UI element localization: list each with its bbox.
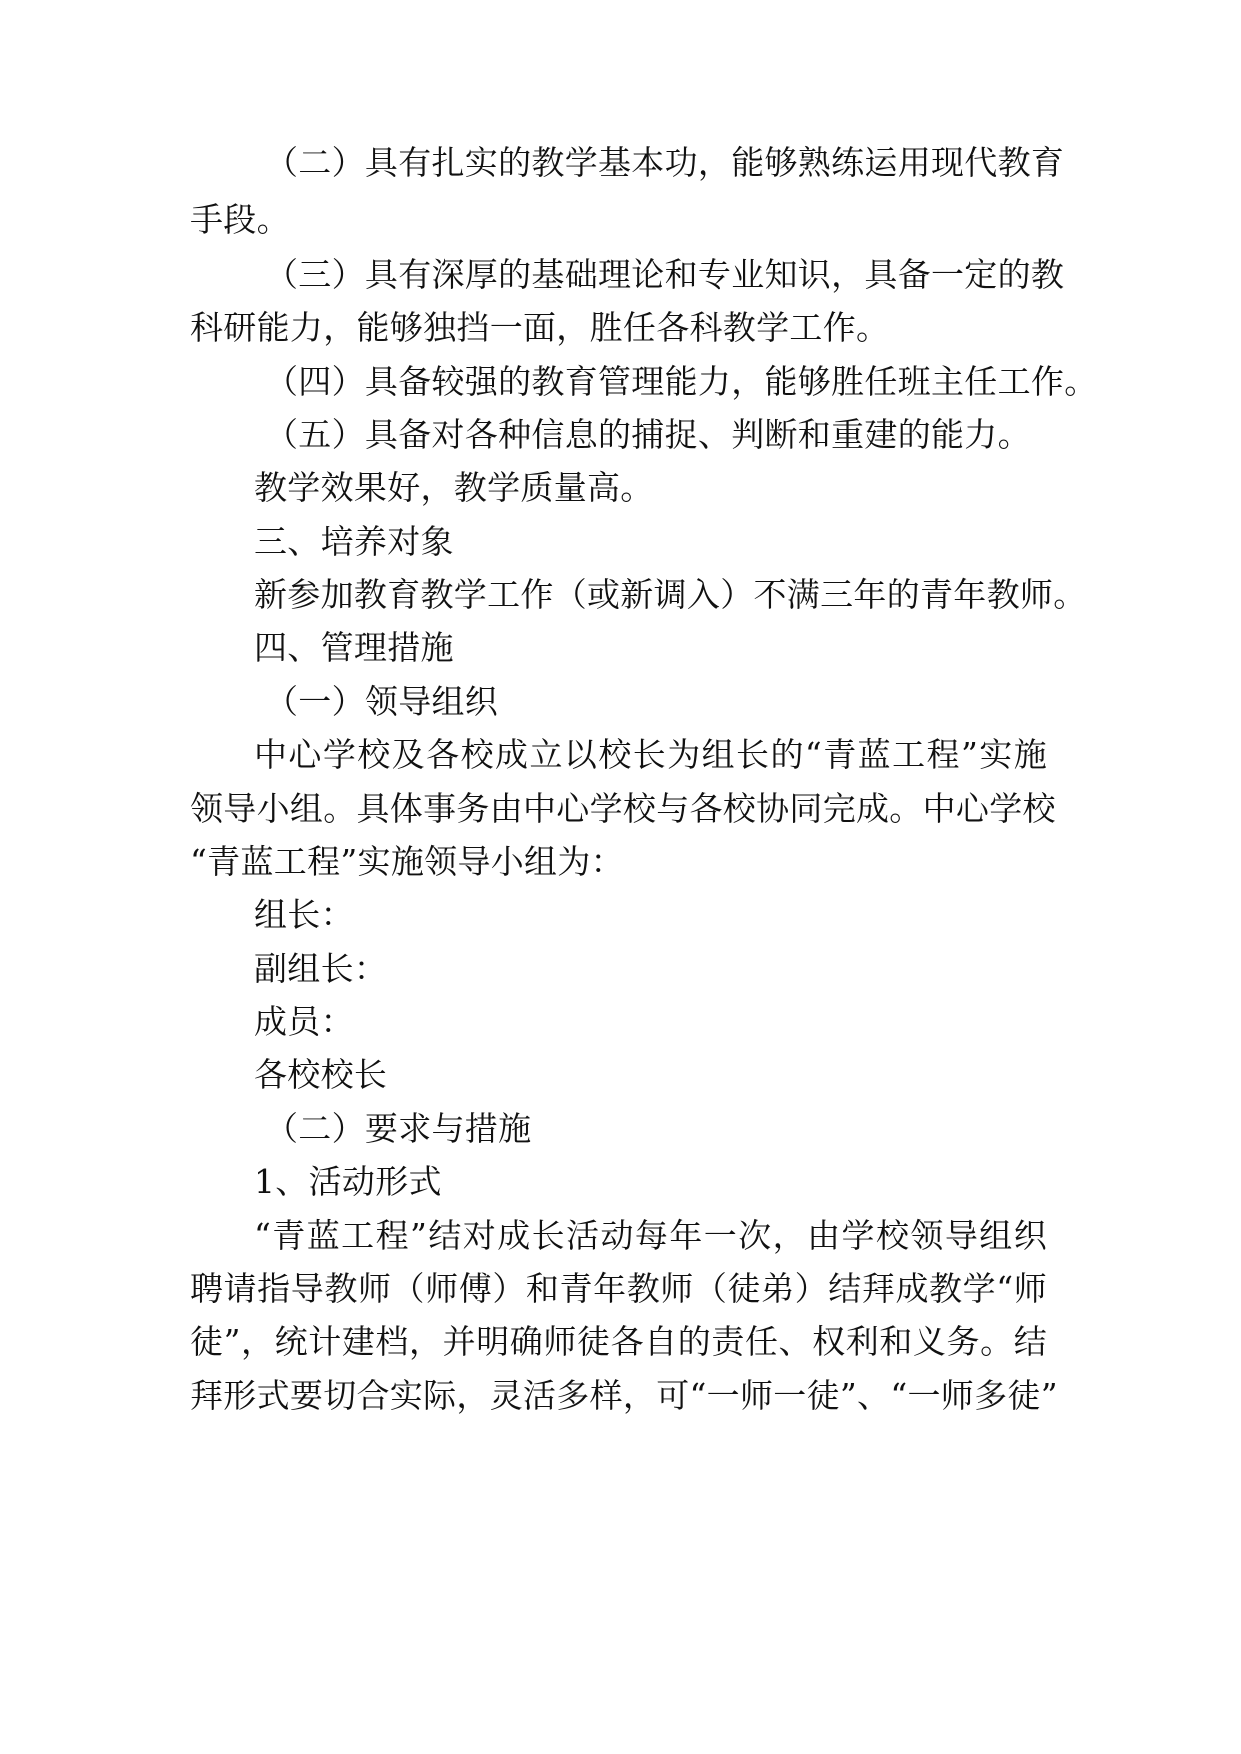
- section-heading: 四、管理措施: [254, 628, 454, 667]
- paragraph-line: 各校校长: [254, 1055, 388, 1094]
- paragraph-line: 徒”，统计建档，并明确师徒各自的责任、权利和义务。结: [190, 1322, 1047, 1361]
- paragraph-line: 副组长：: [254, 949, 388, 988]
- paragraph-line: （二）具有扎实的教学基本功，能够熟练运用现代教育: [265, 143, 1065, 182]
- paragraph-line: 新参加教育教学工作（或新调入）不满三年的青年教师。: [254, 575, 1087, 614]
- section-heading: 三、培养对象: [254, 522, 454, 561]
- paragraph-line: 中心学校及各校成立以校长为组长的“青蓝工程”实施: [254, 735, 1047, 774]
- paragraph-line: （四）具备较强的教育管理能力，能够胜任班主任工作。: [265, 362, 1098, 401]
- paragraph-line: 手段。: [190, 200, 290, 239]
- paragraph-line: 领导小组。具体事务由中心学校与各校协同完成。中心学校: [190, 789, 1056, 828]
- paragraph-line: 教学效果好，教学质量高。: [254, 468, 654, 507]
- paragraph-line: （三）具有深厚的基础理论和专业知识，具备一定的教: [265, 255, 1065, 294]
- paragraph-line: “青蓝工程”结对成长活动每年一次，由学校领导组织: [254, 1216, 1047, 1255]
- paragraph-line: 聘请指导教师（师傅）和青年教师（徒弟）结拜成教学“师: [190, 1269, 1047, 1308]
- subsection-heading: （二）要求与措施: [265, 1109, 532, 1148]
- paragraph-line: 拜形式要切合实际，灵活多样，可“一师一徒”、“一师多徒”: [190, 1376, 1058, 1415]
- paragraph-line: （五）具备对各种信息的捕捉、判断和重建的能力。: [265, 415, 1031, 454]
- paragraph-line: 成员：: [254, 1002, 354, 1041]
- subsection-heading: 1、活动形式: [254, 1162, 442, 1201]
- paragraph-line: 组长：: [254, 895, 354, 934]
- subsection-heading: （一）领导组织: [265, 682, 499, 721]
- paragraph-line: 科研能力，能够独挡一面，胜任各科教学工作。: [190, 308, 890, 347]
- paragraph-line: “青蓝工程”实施领导小组为：: [190, 842, 624, 881]
